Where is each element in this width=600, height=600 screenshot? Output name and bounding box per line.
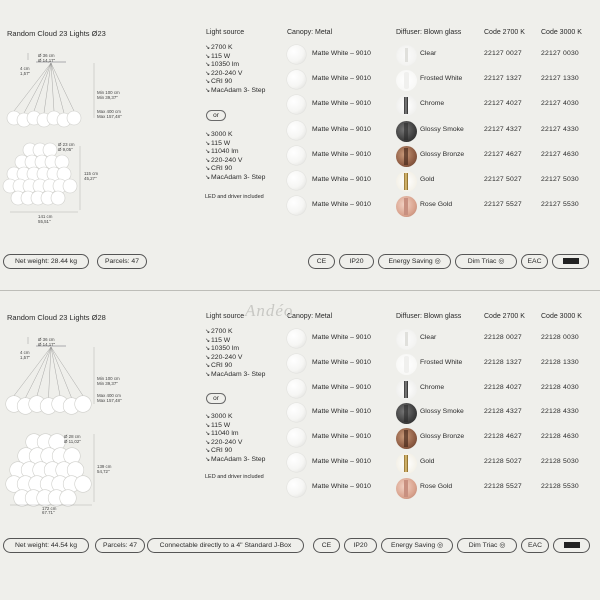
dim-width-in: 67,71" (42, 510, 55, 514)
arrow-icon: ↘ (205, 79, 211, 86)
light-spec-text: 10350 lm (211, 345, 239, 353)
canopy-swatch (287, 379, 306, 398)
light-spec-text: 220-240 V (211, 438, 243, 446)
diffuser-swatch (396, 329, 417, 350)
canopy-swatch (287, 146, 306, 165)
arrow-icon: ↘ (205, 140, 211, 147)
arrow-icon: ↘ (205, 70, 211, 77)
code-3000-header: Code 3000 K (541, 313, 582, 320)
watermark: Andéo (245, 301, 294, 320)
jbox-note: Connectable directly to a 4" Standard J-Box (147, 538, 304, 553)
diffuser-swatch (396, 196, 417, 217)
dim-height: 139 cm (97, 464, 112, 469)
canopy-swatch (287, 329, 306, 348)
dim-width-in: 55,51" (38, 219, 51, 224)
sphere (67, 111, 81, 125)
dim-canopy-d-in: Ø 14,17" (38, 342, 56, 347)
code-2700-header: Code 2700 K (484, 313, 525, 320)
canopy-swatch (287, 403, 306, 422)
light-spec-text: CRI 90 (211, 78, 233, 86)
leaf-icon: ◎ (437, 542, 444, 549)
light-spec-text: 220-240 V (211, 353, 243, 361)
arrow-icon: ↘ (205, 329, 211, 335)
product-section-23 (0, 0, 600, 280)
code-3000: 22128 4330 (541, 408, 579, 416)
cert-icon (563, 258, 579, 264)
light-spec-text: 115 W (211, 421, 231, 429)
diffuser-name: Gold (420, 458, 435, 465)
cert-badge (553, 538, 590, 553)
energy-saving-badge (381, 538, 453, 553)
diffuser-swatch (396, 354, 417, 375)
diffuser-name: Glossy Smoke (420, 125, 464, 133)
light-spec-text: 115 W (211, 336, 231, 344)
code-2700: 22128 5527 (484, 482, 522, 490)
light-spec-text: CRI 90 (211, 447, 233, 455)
light-spec-text: 115 W (211, 52, 231, 60)
section-divider (0, 290, 600, 291)
diffuser-swatch (396, 171, 417, 192)
net-weight: Net weight: 28.44 kg (3, 254, 89, 269)
arrow-icon: ↘ (205, 431, 211, 438)
canopy-swatch (287, 478, 306, 497)
diffuser-swatch (396, 95, 417, 116)
sphere (75, 476, 92, 493)
dim-max: Max 400 cm (97, 393, 121, 398)
canopy-finish: Matte White – 9010 (312, 433, 371, 441)
arrow-icon: ↘ (205, 53, 211, 60)
arrow-icon: ↘ (205, 439, 211, 446)
dim-canopy-d: Ø 36 cm (38, 53, 55, 58)
diffuser-name: Chrome (420, 100, 445, 108)
light-spec-text: 2700 K (211, 328, 233, 335)
product-title: Random Cloud 23 Lights Ø28 (7, 313, 106, 322)
code-2700: 22127 4627 (484, 150, 522, 158)
code-3000: 22127 5530 (541, 201, 579, 209)
canopy-swatch (287, 354, 306, 373)
light-spec-text: 3000 K (211, 413, 233, 420)
canopy-finish: Matte White – 9010 (312, 482, 371, 490)
arrow-icon: ↘ (205, 337, 211, 344)
product-title: Random Cloud 23 Lights Ø23 (7, 29, 106, 38)
arrow-icon: ↘ (205, 414, 211, 420)
dimension-diagram (0, 334, 200, 514)
code-3000: 22127 0030 (541, 50, 579, 57)
code-3000: 22128 5030 (541, 458, 579, 465)
arrow-icon: ↘ (205, 346, 211, 353)
arrow-icon: ↘ (205, 174, 211, 181)
diffuser-name: Glossy Bronze (420, 433, 465, 441)
sphere-cluster-top (6, 396, 92, 415)
dim-canopy-h: 4 cm (20, 350, 30, 355)
sphere (51, 191, 65, 205)
dim-label: Dim Triac (468, 542, 498, 549)
canopy-finish: Matte White – 9010 (312, 334, 371, 341)
arrow-icon: ↘ (205, 456, 211, 463)
canopy-finish: Matte White – 9010 (312, 358, 371, 366)
eac-badge: EAC (521, 254, 548, 269)
dim-height-in: 54,72" (97, 469, 110, 474)
diffuser-name: Glossy Smoke (420, 408, 464, 416)
dim-height-in: 45,27" (84, 176, 97, 181)
diffuser-swatch (396, 70, 417, 91)
dim-width: 172 cm (42, 506, 57, 511)
canopy-finish: Matte White – 9010 (312, 383, 371, 391)
canopy-finish: Matte White – 9010 (312, 176, 371, 183)
code-2700: 22128 4027 (484, 383, 522, 391)
dim-max-in: Max 157,48" (97, 114, 122, 119)
arrow-icon: ↘ (205, 354, 211, 361)
light-source-header: Light source (206, 29, 245, 36)
arrow-icon: ↘ (205, 45, 211, 51)
code-2700: 22127 4027 (484, 100, 522, 108)
dim-canopy-d: Ø 36 cm (38, 337, 55, 342)
light-spec-text: 10350 lm (211, 61, 239, 69)
light-source-header: Light source (206, 313, 245, 320)
arrow-icon: ↘ (205, 371, 211, 378)
code-3000: 22127 5030 (541, 176, 579, 183)
light-spec-text: CRI 90 (211, 165, 233, 173)
light-spec-text: MacAdam 3- Step (211, 455, 266, 463)
diffuser-name: Frosted White (420, 75, 463, 83)
canopy-finish: Matte White – 9010 (312, 201, 371, 209)
led-note: LED and driver included (205, 194, 264, 200)
energy-label: Energy Saving (390, 542, 436, 549)
diffuser-swatch (396, 403, 417, 424)
dim-sphere-in: Ø 9,05" (58, 147, 73, 152)
arrow-icon: ↘ (205, 363, 211, 370)
canopy-header: Canopy: Metal (287, 313, 333, 320)
or-separator: or (206, 110, 226, 121)
code-2700: 22127 5527 (484, 201, 522, 209)
dim-min-in: Min 39,37" (97, 381, 118, 386)
code-3000: 22128 4630 (541, 433, 579, 441)
parcels: Parcels: 47 (97, 254, 147, 269)
dim-canopy-h-in: 1,57" (20, 71, 31, 76)
dim-canopy-d-in: Ø 14,17" (38, 58, 56, 63)
energy-label: Energy Saving (388, 258, 433, 265)
ip-badge: IP20 (344, 538, 377, 553)
arrow-icon: ↘ (205, 149, 211, 156)
diffuser-swatch (396, 45, 417, 66)
light-spec-text: 11040 lm (211, 430, 239, 438)
arrow-icon: ↘ (205, 157, 211, 164)
canopy-finish: Matte White – 9010 (312, 50, 371, 57)
canopy-swatch (287, 45, 306, 64)
code-3000: 22128 5530 (541, 482, 579, 490)
canopy-swatch (287, 95, 306, 114)
canopy-finish: Matte White – 9010 (312, 100, 371, 108)
dim-sphere-in: Ø 11,02" (64, 439, 81, 444)
dim-canopy-h-in: 1,57" (20, 355, 31, 360)
code-2700: 22128 0027 (484, 334, 522, 341)
dim-label: Dim Triac (467, 258, 497, 265)
cert-icon (564, 542, 580, 548)
sphere-cloud (3, 143, 77, 205)
canopy-header: Canopy: Metal (287, 29, 333, 36)
diffuser-name: Gold (420, 176, 435, 183)
ip-badge: IP20 (339, 254, 374, 269)
dimmer-icon: ◎ (498, 258, 505, 265)
code-2700: 22127 0027 (484, 50, 522, 57)
sphere (63, 179, 77, 193)
canopy-swatch (287, 196, 306, 215)
dim-triac-badge (457, 538, 517, 553)
net-weight: Net weight: 44.54 kg (3, 538, 89, 553)
code-3000: 22127 4330 (541, 125, 579, 133)
diffuser-header: Diffuser: Blown glass (396, 313, 462, 320)
product-section-28 (0, 302, 600, 562)
diffuser-name: Rose Gold (420, 482, 453, 490)
ce-badge: CE (313, 538, 340, 553)
dim-min: Min 100 cm (97, 90, 120, 95)
parcels: Parcels: 47 (95, 538, 145, 553)
dim-max-in: Max 157,48" (97, 398, 122, 403)
light-spec-text: MacAdam 3- Step (211, 173, 266, 181)
code-2700: 22128 1327 (484, 358, 522, 366)
diffuser-name: Clear (420, 50, 437, 57)
code-2700: 22128 5027 (484, 458, 522, 465)
light-spec-text: 220-240 V (211, 156, 243, 164)
sphere (75, 396, 92, 413)
light-spec-text: 11040 lm (211, 148, 239, 156)
sphere (55, 155, 69, 169)
diffuser-name: Glossy Bronze (420, 150, 465, 158)
light-spec-text: MacAdam 3- Step (211, 86, 266, 94)
cert-badge (552, 254, 589, 269)
eac-badge: EAC (521, 538, 549, 553)
diffuser-header: Diffuser: Blown glass (396, 29, 462, 36)
dim-width: 141 cm (38, 214, 53, 219)
light-spec-text: 3000 K (211, 131, 233, 138)
sphere (43, 143, 57, 157)
dim-triac-badge (455, 254, 517, 269)
energy-saving-badge (378, 254, 451, 269)
dim-sphere: Ø 23 cm (58, 142, 75, 147)
light-spec-text: CRI 90 (211, 362, 233, 370)
canopy-finish: Matte White – 9010 (312, 125, 371, 133)
dim-max: Max 400 cm (97, 109, 121, 114)
diffuser-swatch (396, 478, 417, 499)
or-separator: or (206, 393, 226, 404)
code-3000-header: Code 3000 K (541, 29, 582, 36)
canopy-swatch (287, 121, 306, 140)
arrow-icon: ↘ (205, 87, 211, 94)
code-2700: 22127 5027 (484, 176, 522, 183)
diffuser-swatch (396, 428, 417, 449)
ce-badge: CE (308, 254, 335, 269)
code-3000: 22127 4630 (541, 150, 579, 158)
code-3000: 22128 4030 (541, 383, 579, 391)
code-3000: 22128 1330 (541, 358, 579, 366)
light-spec-text: 115 W (211, 139, 231, 147)
code-2700: 22128 4327 (484, 408, 522, 416)
dim-min-in: Min 39,37" (97, 95, 118, 100)
canopy-finish: Matte White – 9010 (312, 150, 371, 158)
arrow-icon: ↘ (205, 166, 211, 173)
canopy-swatch (287, 70, 306, 89)
diffuser-name: Frosted White (420, 358, 463, 366)
light-spec-text: 220-240 V (211, 69, 243, 77)
canopy-finish: Matte White – 9010 (312, 458, 371, 465)
light-spec-text: 2700 K (211, 44, 233, 51)
diffuser-swatch (396, 121, 417, 142)
sphere-cloud (6, 434, 92, 507)
code-2700: 22128 4627 (484, 433, 522, 441)
light-spec-text: MacAdam 3- Step (211, 370, 266, 378)
code-2700-header: Code 2700 K (484, 29, 525, 36)
sphere-cluster-top (7, 111, 81, 127)
dimmer-icon: ◎ (499, 542, 506, 549)
canopy-swatch (287, 171, 306, 190)
led-note: LED and driver included (205, 474, 264, 480)
canopy-finish: Matte White – 9010 (312, 408, 371, 416)
diffuser-swatch (396, 146, 417, 167)
dim-height: 115 cm (84, 171, 99, 176)
code-3000: 22128 0030 (541, 334, 579, 341)
canopy-swatch (287, 453, 306, 472)
code-2700: 22127 1327 (484, 75, 522, 83)
code-3000: 22127 4030 (541, 100, 579, 108)
diffuser-swatch (396, 379, 417, 400)
diffuser-name: Rose Gold (420, 201, 453, 209)
diffuser-name: Clear (420, 334, 437, 341)
code-2700: 22127 4327 (484, 125, 522, 133)
arrow-icon: ↘ (205, 62, 211, 69)
arrow-icon: ↘ (205, 448, 211, 455)
dim-canopy-h: 4 cm (20, 66, 30, 71)
dim-min: Min 100 cm (97, 376, 120, 381)
code-3000: 22127 1330 (541, 75, 579, 83)
canopy-swatch (287, 428, 306, 447)
sphere (60, 490, 77, 507)
arrow-icon: ↘ (205, 132, 211, 138)
diffuser-name: Chrome (420, 383, 445, 391)
dimension-diagram (0, 50, 200, 230)
diffuser-swatch (396, 453, 417, 474)
leaf-icon: ◎ (434, 258, 441, 265)
arrow-icon: ↘ (205, 422, 211, 429)
canopy-finish: Matte White – 9010 (312, 75, 371, 83)
dim-sphere: Ø 28 cm (64, 434, 81, 439)
